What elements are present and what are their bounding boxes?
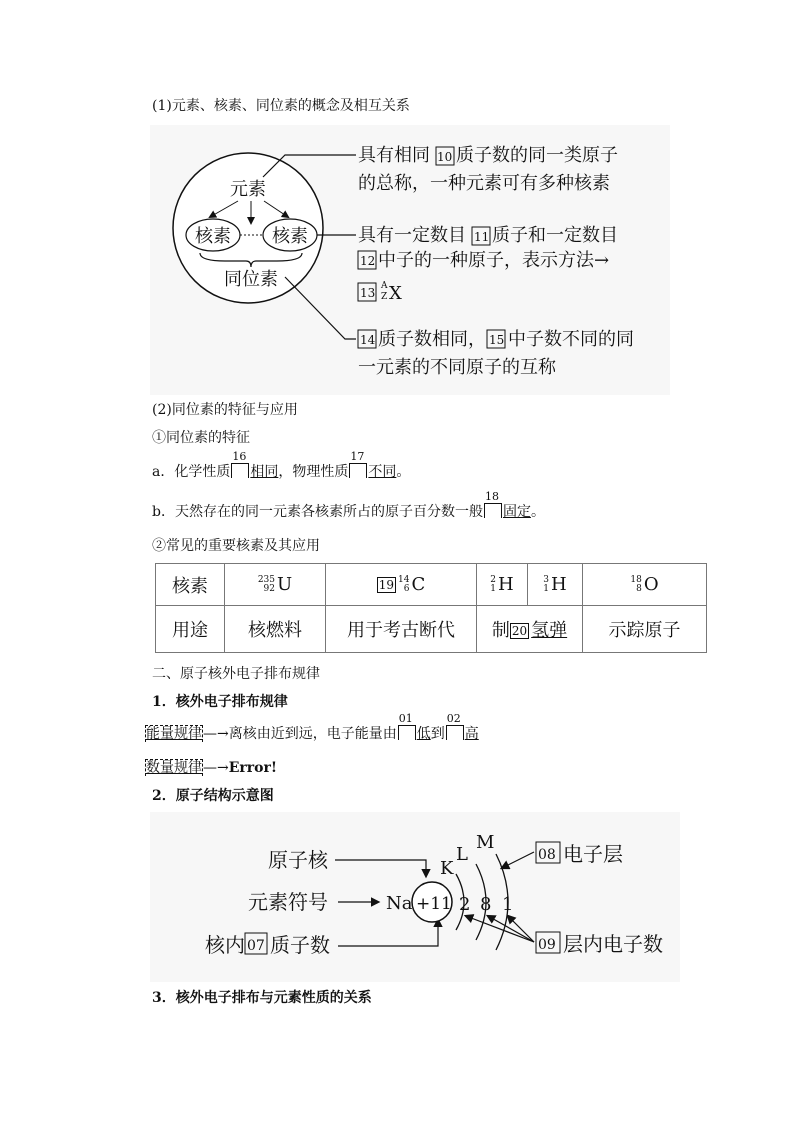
svg-text:08: 08: [538, 847, 556, 863]
subheading-atomic-structure: 2．原子结构示意图: [152, 788, 274, 804]
svg-text:8: 8: [480, 894, 492, 915]
section-heading-1: (1)元素、核素、同位素的概念及相互关系: [152, 98, 410, 114]
subheading-nuclides: ②常见的重要核素及其应用: [152, 538, 320, 554]
cell-h3: 3 1 H: [528, 564, 583, 606]
svg-text:12: 12: [360, 254, 376, 268]
label-nucleus: 原子核: [268, 848, 328, 872]
svg-text:具有一定数目: 具有一定数目: [358, 225, 466, 246]
svg-text:07: 07: [247, 938, 265, 954]
svg-text:14: 14: [360, 333, 376, 347]
element-nuclide-isotope-diagram: [150, 125, 670, 395]
cell-h2: 2 1 H: [477, 564, 528, 606]
rule-energy: 能量规律—→离核由近到远，电子能量由 01 低到 02 高: [146, 712, 479, 742]
svg-text:09: 09: [538, 937, 556, 953]
rule-quantity: 数量规律—→Error!: [146, 760, 278, 776]
svg-text:的总称，一种元素可有多种核素: 的总称，一种元素可有多种核素: [358, 173, 610, 194]
svg-text:L: L: [456, 844, 468, 865]
svg-text:13: 13: [360, 286, 376, 300]
svg-text:质子数的同一类原子: 质子数的同一类原子: [456, 145, 618, 166]
svg-text:10: 10: [437, 150, 453, 164]
label-na: Na: [386, 893, 413, 914]
svg-text:核内: 核内: [205, 933, 245, 957]
svg-text:具有相同: 具有相同: [358, 145, 430, 166]
svg-text:中子数不同的同: 中子数不同的同: [508, 329, 634, 350]
feature-b: b．天然存在的同一元素各核素所占的原子百分数一般 18 固定。: [152, 490, 545, 520]
svg-text:1: 1: [502, 894, 514, 915]
svg-text:层内电子数: 层内电子数: [563, 932, 663, 956]
svg-text:X: X: [389, 283, 402, 304]
subheading-relationship: 3．核外电子排布与元素性质的关系: [152, 990, 372, 1006]
section-heading-3: 二、原子核外电子排布规律: [152, 666, 320, 682]
use-hydrogen: 制 20 氢弹: [477, 606, 583, 653]
svg-text:电子层: 电子层: [563, 842, 623, 866]
svg-text:质子数相同，: 质子数相同，: [378, 329, 486, 350]
use-c14: 用于考古断代: [326, 606, 477, 653]
svg-text:Z: Z: [381, 292, 388, 302]
svg-text:2: 2: [459, 894, 471, 915]
table-header-use: 用途: [156, 606, 225, 653]
label-hesu-left: 核素: [195, 226, 231, 247]
cell-o18: 18 8 O: [583, 564, 707, 606]
svg-text:M: M: [476, 832, 495, 853]
label-element-symbol: 元素符号: [248, 890, 328, 914]
use-o18: 示踪原子: [583, 606, 707, 653]
atomic-structure-diagram: [150, 812, 680, 982]
section-heading-2: (2)同位素的特征与应用: [152, 402, 298, 418]
svg-text:质子数: 质子数: [270, 933, 330, 957]
subheading-isotope-features: ①同位素的特征: [152, 430, 250, 446]
svg-text:中子的一种原子，表示方法→: 中子的一种原子，表示方法→: [378, 250, 610, 271]
label-hesu-right: 核素: [272, 226, 308, 247]
label-charge: +11: [416, 894, 452, 914]
svg-text:11: 11: [474, 230, 490, 244]
svg-text:15: 15: [489, 333, 505, 347]
label-yuansu: 元素: [230, 179, 266, 200]
nuclide-table: [155, 563, 707, 653]
table-header-nuclide: 核素: [156, 564, 225, 606]
use-u235: 核燃料: [225, 606, 326, 653]
label-tongweisu: 同位素: [224, 269, 278, 290]
feature-a: a．化学性质 16 相同，物理性质 17 不同。: [152, 450, 411, 480]
cell-u235: 235 92 U: [225, 564, 326, 606]
svg-text:一元素的不同原子的互称: 一元素的不同原子的互称: [358, 357, 556, 378]
cell-c14: 19 14 6 C: [326, 564, 477, 606]
svg-text:A: A: [381, 281, 388, 291]
svg-text:质子和一定数目: 质子和一定数目: [492, 225, 618, 246]
subheading-rules: 1．核外电子排布规律: [152, 694, 288, 710]
svg-text:K: K: [440, 858, 454, 879]
